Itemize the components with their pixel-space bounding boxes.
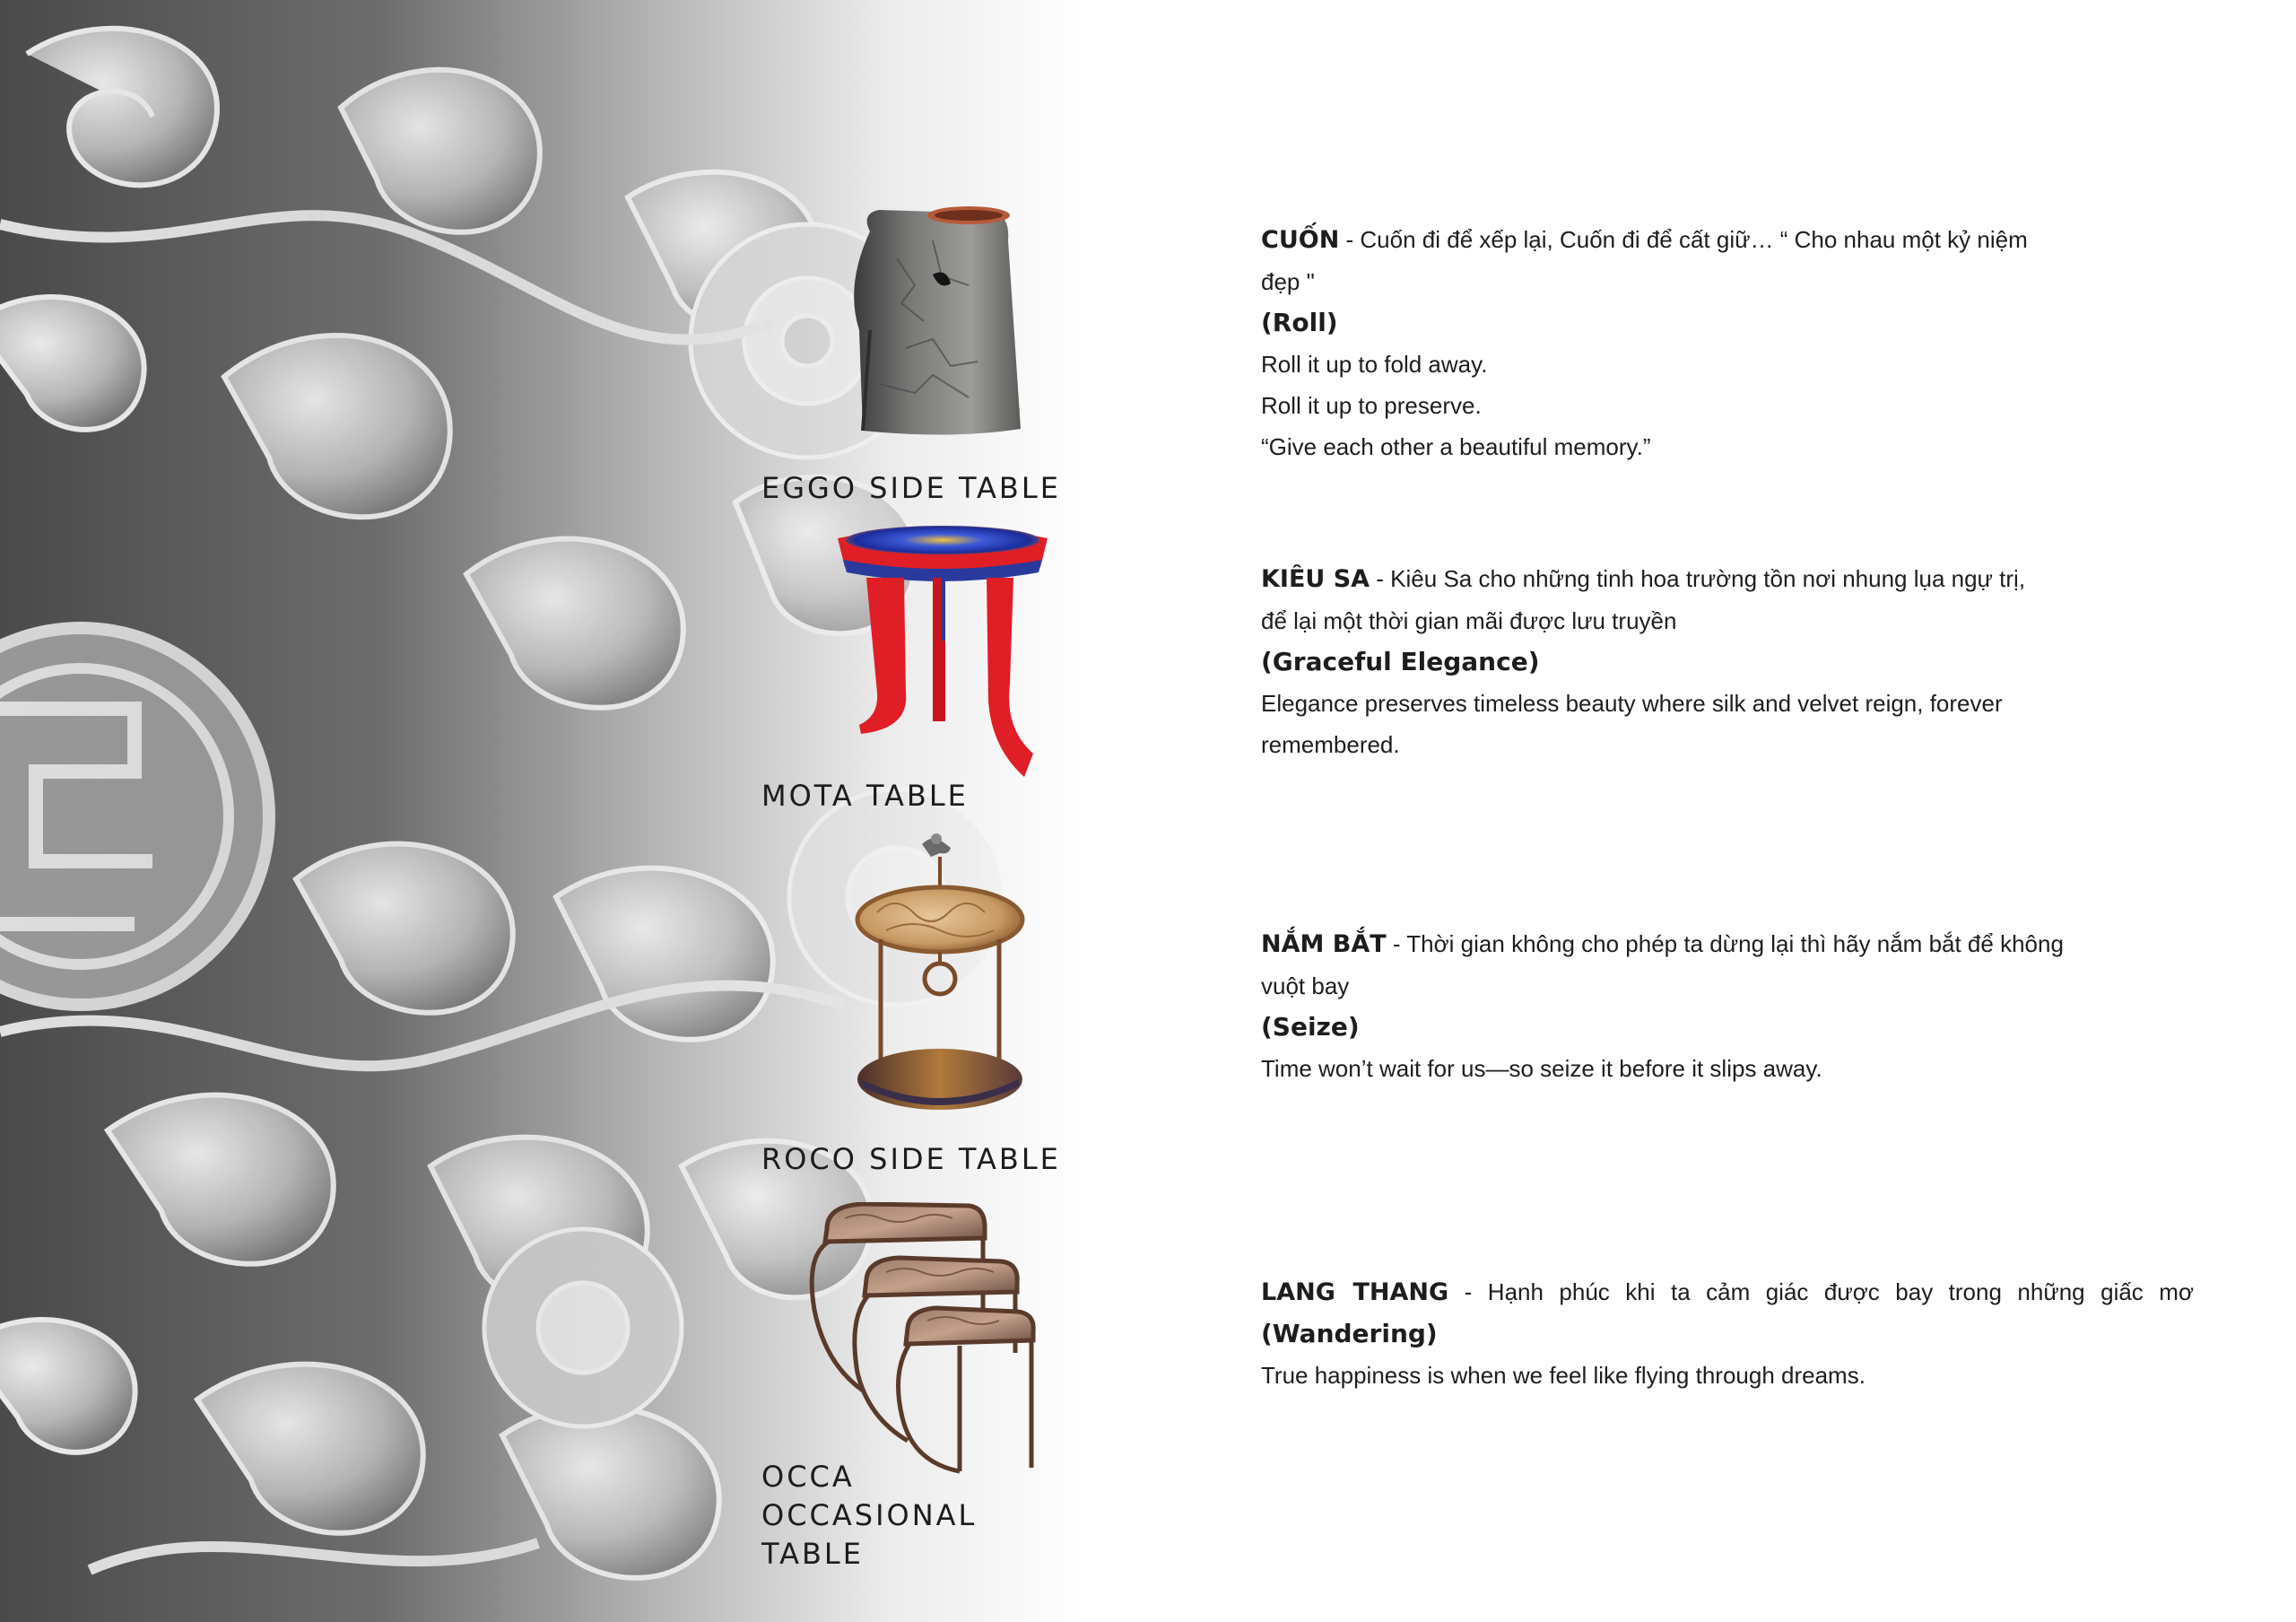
- en-title: (Graceful Elegance): [1261, 647, 1540, 676]
- description-eggo: [1261, 219, 2194, 467]
- vi-keyword: KIÊU SA: [1261, 565, 1370, 593]
- description-mota: [1261, 558, 2194, 765]
- mota-table-image: [834, 522, 1051, 782]
- roco-side-table-image: [850, 830, 1030, 1117]
- vi-text-line-2: để lại một thời gian mãi được lưu truyền: [1261, 607, 1677, 634]
- vi-text-line-1: - Thời gian không cho phép ta dừng lại thì hãy nắm bắt để không: [1386, 930, 2064, 957]
- en-line: Elegance preserves timeless beauty where silk and velvet reign, forever: [1261, 690, 2003, 717]
- vi-text-line-1: - Kiêu Sa cho những tinh hoa trường tồn nơi nhung lụa ngự trị,: [1370, 565, 2026, 592]
- en-line: True happiness is when we feel like flying through dreams.: [1261, 1362, 1866, 1389]
- description-roco: [1261, 923, 2194, 1089]
- vi-text-line-2: đẹp ": [1261, 268, 1315, 295]
- en-line: Time won’t wait for us—so seize it before it slips away.: [1261, 1055, 1822, 1082]
- vi-paragraph: [1261, 1271, 2194, 1313]
- en-title: (Roll): [1261, 308, 1338, 337]
- product-name-occa: OCCA OCCASIONAL TABLE: [761, 1460, 978, 1571]
- product-name-mota: MOTA TABLE: [761, 779, 969, 813]
- vi-text-line-2: vuột bay: [1261, 972, 1350, 999]
- vi-keyword: LANG THANG: [1261, 1278, 1449, 1306]
- en-line: Roll it up to preserve.: [1261, 392, 1482, 419]
- vi-paragraph: [1261, 558, 2194, 600]
- product-name-eggo: EGGO SIDE TABLE: [761, 471, 1061, 505]
- vi-paragraph: [1261, 219, 2194, 261]
- vi-keyword: NẮM BẮT: [1261, 930, 1387, 958]
- description-occa: [1261, 1271, 2194, 1396]
- en-line: “Give each other a beautiful memory.”: [1261, 433, 1651, 460]
- en-title: (Wandering): [1261, 1319, 1438, 1348]
- occa-occasional-table-image: [809, 1202, 1042, 1477]
- vi-text-line-1: - Cuốn đi để xếp lại, Cuốn đi để cất giữ… “ Cho nhau một kỷ niệm: [1339, 226, 2028, 253]
- eggo-side-table-image: [843, 205, 1022, 440]
- product-name-roco: ROCO SIDE TABLE: [761, 1142, 1061, 1176]
- en-title: (Seize): [1261, 1012, 1360, 1042]
- en-line: remembered.: [1261, 731, 1400, 758]
- vi-keyword: CUỐN: [1261, 226, 1340, 254]
- vi-text-line-1: - Hạnh phúc khi ta cảm giác được bay trong những giấc mơ: [1448, 1278, 2194, 1305]
- vi-paragraph: [1261, 923, 2194, 965]
- en-line: Roll it up to fold away.: [1261, 351, 1488, 378]
